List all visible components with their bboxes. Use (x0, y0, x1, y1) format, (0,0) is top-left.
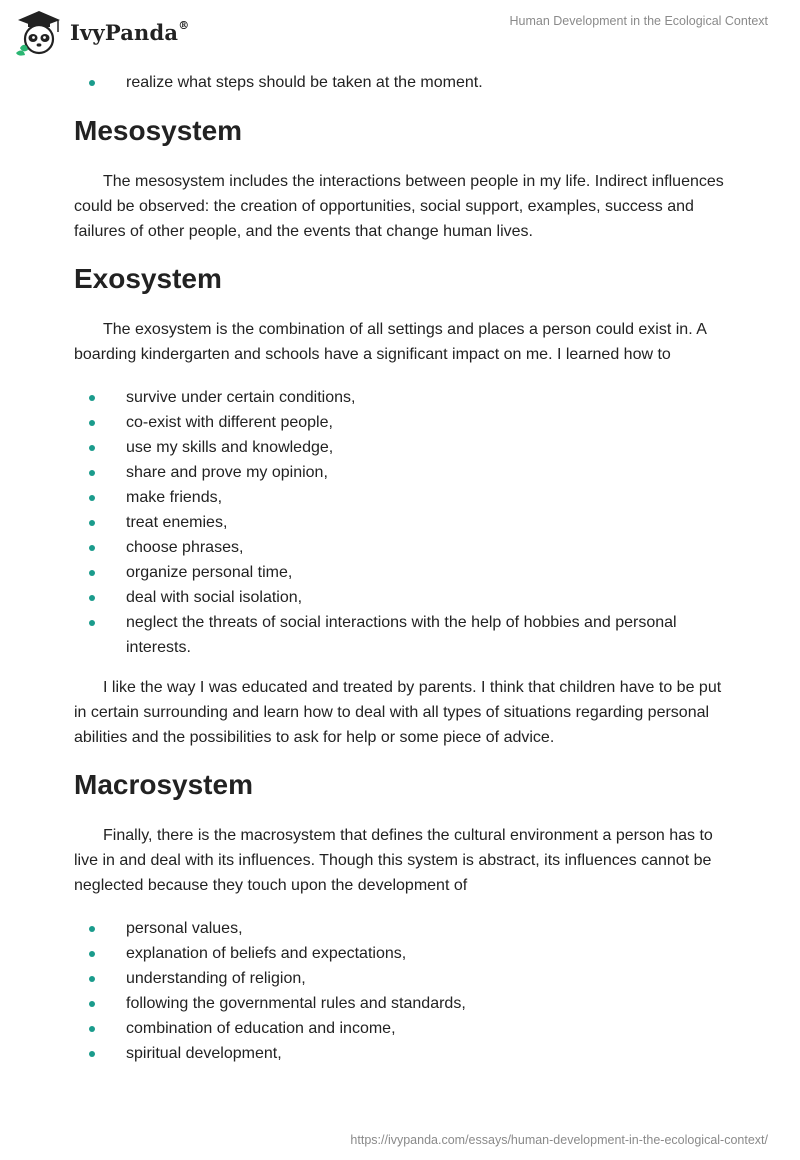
section-heading-exosystem: Exosystem (74, 263, 222, 294)
list-item: explanation of beliefs and expectations, (74, 941, 734, 966)
section-heading-macrosystem: Macrosystem (74, 769, 253, 800)
list-item: organize personal time, (74, 560, 734, 585)
paragraph-exosystem-closing: I like the way I was educated and treated by parents. I think that children have to be put in certain surrounding and learn how to deal with all types of situations regarding personal abilities and the possibilities to ask for help or some piece of advice. (74, 679, 722, 746)
running-title: Human Development in the Ecological Context (509, 14, 768, 28)
list-item: share and prove my opinion, (74, 460, 734, 485)
list-item: use my skills and knowledge, (74, 435, 734, 460)
list-item: following the governmental rules and standards, (74, 991, 734, 1016)
ivypanda-logo[interactable] (14, 8, 189, 56)
brand-name: IvyPanda® (70, 18, 190, 45)
list-item: treat enemies, (74, 510, 734, 535)
list-item: realize what steps should be taken at the moment. (74, 70, 734, 95)
paragraph-mesosystem: The mesosystem includes the interactions between people in my life. Indirect influences could be observed: the creation of opportunities, social support, examples, success and failures of other people, and the events that change human lives. (74, 173, 724, 240)
list-item: understanding of religion, (74, 966, 734, 991)
list-item: choose phrases, (74, 535, 734, 560)
panda-graduate-icon (14, 8, 64, 56)
page-header (0, 0, 800, 66)
list-item: co-exist with different people, (74, 410, 734, 435)
essay-content (74, 70, 734, 1066)
macrosystem-list (74, 916, 734, 1066)
paragraph-macrosystem: Finally, there is the macrosystem that defines the cultural environment a person has to live in and deal with its influences. Though this system is abstract, its influences cannot be neglected because they touch upon the development of (74, 827, 713, 894)
list-item: make friends, (74, 485, 734, 510)
list-item: survive under certain conditions, (74, 385, 734, 410)
list-item: personal values, (74, 916, 734, 941)
list-item: deal with social isolation, (74, 585, 734, 610)
intro-list (74, 70, 734, 95)
section-heading-mesosystem: Mesosystem (74, 115, 243, 146)
exosystem-list (74, 385, 734, 660)
list-item: combination of education and income, (74, 1016, 734, 1041)
list-item: spiritual development, (74, 1041, 734, 1066)
list-item: neglect the threats of social interactions with the help of hobbies and personal interests. (74, 610, 734, 660)
source-url-link[interactable]: https://ivypanda.com/essays/human-development-in-the-ecological-context/ (350, 1133, 768, 1147)
paragraph-exosystem: The exosystem is the combination of all settings and places a person could exist in. A boarding kindergarten and schools have a significant impact on me. I learned how to (74, 321, 706, 363)
